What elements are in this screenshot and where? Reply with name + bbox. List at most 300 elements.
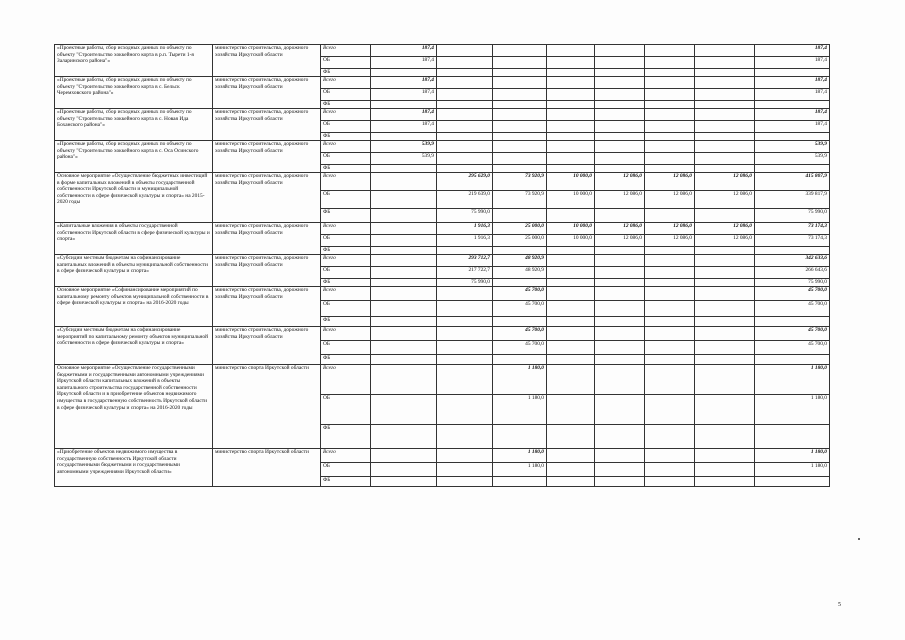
amount-cell <box>645 477 695 487</box>
activity-name-cell: «Приобретение объектов недвижимого имущества в государственную собственность Иркутской области государственными бюджетными и государственными автономными учреждениями Иркутской области» <box>55 449 213 487</box>
amount-cell: 12 086,0 <box>645 235 695 247</box>
amount-cell <box>547 133 595 141</box>
amount-cell <box>437 395 493 425</box>
amount-cell: 12 086,0 <box>595 173 645 191</box>
amount-cell <box>371 327 437 341</box>
amount-cell <box>437 355 493 365</box>
amount-cell <box>493 141 547 153</box>
amount-cell <box>595 133 645 141</box>
funding-source-cell: ФБ <box>321 317 371 327</box>
funding-source-cell: ОБ <box>321 89 371 101</box>
amount-cell <box>695 77 755 89</box>
funding-source-cell: ОБ <box>321 395 371 425</box>
amount-cell <box>645 133 695 141</box>
table-row <box>55 173 830 191</box>
amount-cell <box>437 463 493 477</box>
amount-cell <box>437 477 493 487</box>
amount-cell: 187,4 <box>371 121 437 133</box>
amount-cell <box>437 121 493 133</box>
total-cell: 75 990,0 <box>755 279 830 287</box>
amount-cell <box>493 477 547 487</box>
funding-source-cell: ФБ <box>321 279 371 287</box>
amount-cell <box>547 327 595 341</box>
funding-source-cell: ОБ <box>321 235 371 247</box>
amount-cell <box>695 255 755 267</box>
amount-cell <box>547 317 595 327</box>
amount-cell <box>371 267 437 279</box>
amount-cell <box>371 209 437 223</box>
executor-cell: министерство строительства, дорожного хозяйства Иркутской области <box>213 223 321 255</box>
amount-cell <box>695 355 755 365</box>
amount-cell <box>645 425 695 449</box>
total-cell <box>755 425 830 449</box>
amount-cell: 12 086,0 <box>695 191 755 209</box>
amount-cell <box>695 341 755 355</box>
total-cell: 45 700,0 <box>755 327 830 341</box>
funding-source-cell: ОБ <box>321 57 371 69</box>
amount-cell <box>547 77 595 89</box>
amount-cell <box>645 121 695 133</box>
total-cell: 45 700,0 <box>755 287 830 301</box>
amount-cell <box>645 69 695 77</box>
amount-cell <box>493 45 547 57</box>
amount-cell <box>695 317 755 327</box>
amount-cell: 73 920,9 <box>493 191 547 209</box>
amount-cell <box>645 247 695 255</box>
amount-cell: 45 700,0 <box>493 341 547 355</box>
amount-cell <box>371 101 437 109</box>
amount-cell <box>371 279 437 287</box>
amount-cell: 12 086,0 <box>695 173 755 191</box>
amount-cell <box>645 109 695 121</box>
funding-source-cell: Всего <box>321 255 371 267</box>
executor-cell: министерство спорта Иркутской области <box>213 449 321 487</box>
amount-cell <box>371 449 437 463</box>
funding-source-cell: Всего <box>321 223 371 235</box>
total-cell: 45 700,0 <box>755 341 830 355</box>
table-row <box>55 449 830 463</box>
total-cell <box>755 355 830 365</box>
amount-cell <box>695 365 755 395</box>
amount-cell <box>547 141 595 153</box>
total-cell: 1 180,0 <box>755 395 830 425</box>
amount-cell: 539,9 <box>371 153 437 165</box>
amount-cell <box>595 255 645 267</box>
executor-cell: министерство строительства, дорожного хозяйства Иркутской области <box>213 109 321 141</box>
amount-cell <box>595 165 645 173</box>
activity-name-cell: «Субсидии местным бюджетам на софинансирование капитальных вложений в объекты муниципальной собственности в сфере физической культуры и спорта» <box>55 255 213 287</box>
amount-cell: 1 180,0 <box>493 449 547 463</box>
executor-cell: министерство строительства, дорожного хозяйства Иркутской области <box>213 255 321 287</box>
amount-cell <box>695 247 755 255</box>
amount-cell: 48 920,9 <box>493 255 547 267</box>
amount-cell <box>595 109 645 121</box>
amount-cell <box>547 69 595 77</box>
amount-cell <box>437 425 493 449</box>
total-cell: 339 817,9 <box>755 191 830 209</box>
amount-cell <box>595 449 645 463</box>
budget-table-body <box>55 45 830 487</box>
amount-cell <box>645 165 695 173</box>
total-cell: 73 174,3 <box>755 235 830 247</box>
amount-cell <box>645 141 695 153</box>
amount-cell <box>437 153 493 165</box>
amount-cell <box>547 425 595 449</box>
amount-cell <box>547 109 595 121</box>
amount-cell <box>437 247 493 255</box>
amount-cell <box>645 355 695 365</box>
table-row <box>55 141 830 153</box>
amount-cell: 187,4 <box>371 77 437 89</box>
amount-cell <box>595 101 645 109</box>
total-cell: 187,4 <box>755 121 830 133</box>
amount-cell: 73 920,9 <box>493 173 547 191</box>
amount-cell <box>645 287 695 301</box>
amount-cell <box>645 57 695 69</box>
amount-cell <box>645 463 695 477</box>
amount-cell <box>547 279 595 287</box>
amount-cell <box>645 89 695 101</box>
amount-cell: 217 722,7 <box>437 267 493 279</box>
amount-cell <box>695 121 755 133</box>
activity-name-cell: Основное мероприятие «Осуществление государственными бюджетными и государственными автономными учреждениями Иркутской области капитальных вложений в объекты капитального строительства государственной собственности Иркутской области и в приобретение объектов недвижимого имущества в государственную собственность Иркутской области в сфере физической культуры и спорта» на 2016-2020 годы <box>55 365 213 449</box>
funding-source-cell: ОБ <box>321 191 371 209</box>
funding-source-cell: ФБ <box>321 355 371 365</box>
amount-cell <box>437 101 493 109</box>
amount-cell <box>493 165 547 173</box>
activity-name-cell: Основное мероприятие «Софинансирование мероприятий по капитальному ремонту объектов муниципальной собственности в сфере физической культуры и спорта» на 2016-2020 годы <box>55 287 213 327</box>
scan-mark <box>858 538 860 540</box>
amount-cell <box>371 425 437 449</box>
amount-cell <box>695 69 755 77</box>
amount-cell <box>547 209 595 223</box>
amount-cell: 12 086,0 <box>645 191 695 209</box>
amount-cell <box>437 165 493 173</box>
amount-cell <box>695 141 755 153</box>
funding-source-cell: Всего <box>321 287 371 301</box>
amount-cell <box>695 279 755 287</box>
amount-cell <box>437 57 493 69</box>
amount-cell: 12 086,0 <box>645 223 695 235</box>
amount-cell: 75 990,0 <box>437 279 493 287</box>
table-row <box>55 327 830 341</box>
amount-cell <box>645 365 695 395</box>
amount-cell: 187,4 <box>371 109 437 121</box>
amount-cell: 1 180,0 <box>493 395 547 425</box>
amount-cell <box>371 235 437 247</box>
amount-cell <box>645 395 695 425</box>
amount-cell <box>437 133 493 141</box>
amount-cell <box>493 425 547 449</box>
amount-cell <box>493 77 547 89</box>
amount-cell <box>595 365 645 395</box>
amount-cell <box>695 133 755 141</box>
table-row <box>55 77 830 89</box>
amount-cell <box>645 153 695 165</box>
amount-cell <box>493 121 547 133</box>
amount-cell <box>695 209 755 223</box>
amount-cell <box>547 121 595 133</box>
amount-cell: 293 712,7 <box>437 255 493 267</box>
total-cell: 266 643,6 <box>755 267 830 279</box>
funding-source-cell: Всего <box>321 365 371 395</box>
amount-cell <box>437 77 493 89</box>
amount-cell <box>695 101 755 109</box>
total-cell: 1 180,0 <box>755 463 830 477</box>
total-cell <box>755 69 830 77</box>
amount-cell <box>595 89 645 101</box>
amount-cell <box>595 45 645 57</box>
activity-name-cell: «Субсидии местным бюджетам на софинансирование мероприятий по капитальному ремонту объектов муниципальной собственности в сфере физической культуры и спорта» <box>55 327 213 365</box>
funding-source-cell: ФБ <box>321 247 371 255</box>
amount-cell <box>695 477 755 487</box>
amount-cell <box>695 327 755 341</box>
amount-cell <box>645 255 695 267</box>
amount-cell <box>437 365 493 395</box>
amount-cell <box>437 341 493 355</box>
amount-cell: 75 990,0 <box>437 209 493 223</box>
funding-source-cell: Всего <box>321 327 371 341</box>
amount-cell <box>595 279 645 287</box>
amount-cell <box>595 267 645 279</box>
amount-cell <box>371 317 437 327</box>
executor-cell: министерство строительства, дорожного хозяйства Иркутской области <box>213 173 321 223</box>
amount-cell <box>547 57 595 69</box>
amount-cell <box>595 209 645 223</box>
amount-cell <box>371 133 437 141</box>
amount-cell: 10 000,0 <box>547 191 595 209</box>
amount-cell <box>493 247 547 255</box>
amount-cell: 12 086,0 <box>645 173 695 191</box>
executor-cell: министерство строительства, дорожного хозяйства Иркутской области <box>213 327 321 365</box>
amount-cell <box>493 69 547 77</box>
amount-cell: 187,4 <box>371 57 437 69</box>
amount-cell <box>695 425 755 449</box>
page-number: 5 <box>838 602 841 608</box>
executor-cell: министерство строительства, дорожного хозяйства Иркутской области <box>213 287 321 327</box>
total-cell: 415 807,9 <box>755 173 830 191</box>
total-cell: 187,4 <box>755 89 830 101</box>
amount-cell <box>595 153 645 165</box>
amount-cell <box>547 449 595 463</box>
amount-cell: 219 639,0 <box>437 191 493 209</box>
amount-cell <box>493 209 547 223</box>
amount-cell <box>371 173 437 191</box>
amount-cell: 45 700,0 <box>493 287 547 301</box>
funding-source-cell: Всего <box>321 173 371 191</box>
funding-source-cell: ОБ <box>321 463 371 477</box>
amount-cell <box>595 247 645 255</box>
funding-source-cell: Всего <box>321 449 371 463</box>
amount-cell: 45 700,0 <box>493 301 547 317</box>
total-cell: 187,4 <box>755 45 830 57</box>
funding-source-cell: ФБ <box>321 165 371 173</box>
amount-cell <box>493 355 547 365</box>
funding-source-cell: ФБ <box>321 133 371 141</box>
amount-cell <box>437 327 493 341</box>
total-cell <box>755 133 830 141</box>
amount-cell <box>595 395 645 425</box>
amount-cell <box>595 327 645 341</box>
activity-name-cell: «Проектные работы, сбор исходных данных по объекту по объекту "Строительство хоккейного корта в с. Оса Осинского района"» <box>55 141 213 173</box>
funding-source-cell: ФБ <box>321 69 371 77</box>
amount-cell <box>595 77 645 89</box>
funding-source-cell: Всего <box>321 45 371 57</box>
funding-source-cell: Всего <box>321 141 371 153</box>
amount-cell: 10 000,0 <box>547 173 595 191</box>
amount-cell <box>493 101 547 109</box>
amount-cell <box>595 141 645 153</box>
amount-cell <box>547 101 595 109</box>
amount-cell <box>371 223 437 235</box>
amount-cell: 187,4 <box>371 89 437 101</box>
amount-cell <box>695 301 755 317</box>
amount-cell <box>547 89 595 101</box>
amount-cell: 187,4 <box>371 45 437 57</box>
amount-cell <box>645 279 695 287</box>
amount-cell <box>645 327 695 341</box>
amount-cell <box>371 341 437 355</box>
amount-cell <box>437 109 493 121</box>
amount-cell <box>595 355 645 365</box>
total-cell <box>755 477 830 487</box>
amount-cell <box>595 463 645 477</box>
amount-cell: 45 700,0 <box>493 327 547 341</box>
amount-cell <box>547 355 595 365</box>
budget-table <box>54 44 830 487</box>
funding-source-cell: ОБ <box>321 341 371 355</box>
amount-cell: 12 086,0 <box>595 235 645 247</box>
amount-cell <box>493 153 547 165</box>
amount-cell <box>371 477 437 487</box>
amount-cell: 1 180,0 <box>493 463 547 477</box>
activity-name-cell: «Проектные работы, сбор исходных данных по объекту по объекту "Строительство хоккейного корта в с. Новая Ида Боханского района"» <box>55 109 213 141</box>
total-cell <box>755 247 830 255</box>
total-cell <box>755 317 830 327</box>
funding-source-cell: ОБ <box>321 121 371 133</box>
amount-cell <box>493 279 547 287</box>
amount-cell <box>645 77 695 89</box>
amount-cell <box>645 317 695 327</box>
amount-cell: 10 000,0 <box>547 223 595 235</box>
amount-cell: 12 086,0 <box>595 191 645 209</box>
amount-cell <box>371 301 437 317</box>
amount-cell <box>695 449 755 463</box>
total-cell: 1 180,0 <box>755 449 830 463</box>
executor-cell: министерство строительства, дорожного хозяйства Иркутской области <box>213 77 321 109</box>
amount-cell: 1 180,0 <box>493 365 547 395</box>
total-cell: 75 990,0 <box>755 209 830 223</box>
amount-cell <box>547 477 595 487</box>
amount-cell <box>695 165 755 173</box>
amount-cell: 1 916,3 <box>437 235 493 247</box>
amount-cell <box>371 287 437 301</box>
amount-cell <box>695 395 755 425</box>
amount-cell <box>547 45 595 57</box>
executor-cell: министерство строительства, дорожного хозяйства Иркутской области <box>213 45 321 77</box>
table-row <box>55 255 830 267</box>
amount-cell <box>547 165 595 173</box>
amount-cell <box>547 463 595 477</box>
table-row <box>55 223 830 235</box>
amount-cell: 12 086,0 <box>695 235 755 247</box>
amount-cell <box>645 301 695 317</box>
funding-source-cell: ОБ <box>321 267 371 279</box>
activity-name-cell: «Капитальные вложения в объекты государственной собственности Иркутской области в сфере физической культуры и спорта» <box>55 223 213 255</box>
amount-cell <box>645 101 695 109</box>
total-cell: 539,9 <box>755 141 830 153</box>
amount-cell <box>645 209 695 223</box>
amount-cell: 12 086,0 <box>595 223 645 235</box>
amount-cell <box>437 449 493 463</box>
amount-cell <box>371 165 437 173</box>
amount-cell <box>371 355 437 365</box>
amount-cell <box>493 57 547 69</box>
total-cell: 539,9 <box>755 153 830 165</box>
activity-name-cell: Основное мероприятие «Осуществление бюджетных инвестиций в форме капитальных вложений в объекты государственной собственности Иркутской области и муниципальной собственности в сфере физической культуры и спорта» на 2015-2020 годы <box>55 173 213 223</box>
amount-cell <box>437 287 493 301</box>
funding-source-cell: ФБ <box>321 477 371 487</box>
amount-cell <box>547 153 595 165</box>
amount-cell <box>371 69 437 77</box>
table-row <box>55 45 830 57</box>
total-cell: 187,4 <box>755 109 830 121</box>
amount-cell <box>371 247 437 255</box>
amount-cell <box>371 365 437 395</box>
amount-cell <box>547 247 595 255</box>
amount-cell <box>547 267 595 279</box>
table-row <box>55 109 830 121</box>
amount-cell <box>695 153 755 165</box>
executor-cell: министерство спорта Иркутской области <box>213 365 321 449</box>
total-cell: 45 700,0 <box>755 301 830 317</box>
funding-source-cell: Всего <box>321 77 371 89</box>
amount-cell: 10 000,0 <box>547 235 595 247</box>
amount-cell <box>645 45 695 57</box>
total-cell: 73 174,3 <box>755 223 830 235</box>
amount-cell <box>371 463 437 477</box>
total-cell: 187,4 <box>755 77 830 89</box>
amount-cell <box>595 301 645 317</box>
amount-cell <box>547 287 595 301</box>
amount-cell <box>493 89 547 101</box>
amount-cell <box>595 69 645 77</box>
amount-cell <box>493 133 547 141</box>
activity-name-cell: «Проектные работы, сбор исходных данных по объекту по объекту "Строительство хоккейного корта в р.п. Тырети 1-я Заларинского района"» <box>55 45 213 77</box>
amount-cell <box>437 45 493 57</box>
amount-cell <box>437 301 493 317</box>
amount-cell: 25 000,0 <box>493 223 547 235</box>
amount-cell <box>437 317 493 327</box>
amount-cell <box>493 109 547 121</box>
amount-cell <box>437 69 493 77</box>
amount-cell <box>695 45 755 57</box>
amount-cell <box>645 449 695 463</box>
amount-cell <box>695 287 755 301</box>
amount-cell <box>371 395 437 425</box>
amount-cell <box>595 477 645 487</box>
table-row <box>55 287 830 301</box>
amount-cell <box>645 267 695 279</box>
amount-cell <box>371 255 437 267</box>
amount-cell <box>695 57 755 69</box>
amount-cell: 1 916,3 <box>437 223 493 235</box>
total-cell: 187,4 <box>755 57 830 69</box>
table-row <box>55 365 830 395</box>
amount-cell <box>493 317 547 327</box>
amount-cell <box>547 255 595 267</box>
funding-source-cell: ФБ <box>321 101 371 109</box>
